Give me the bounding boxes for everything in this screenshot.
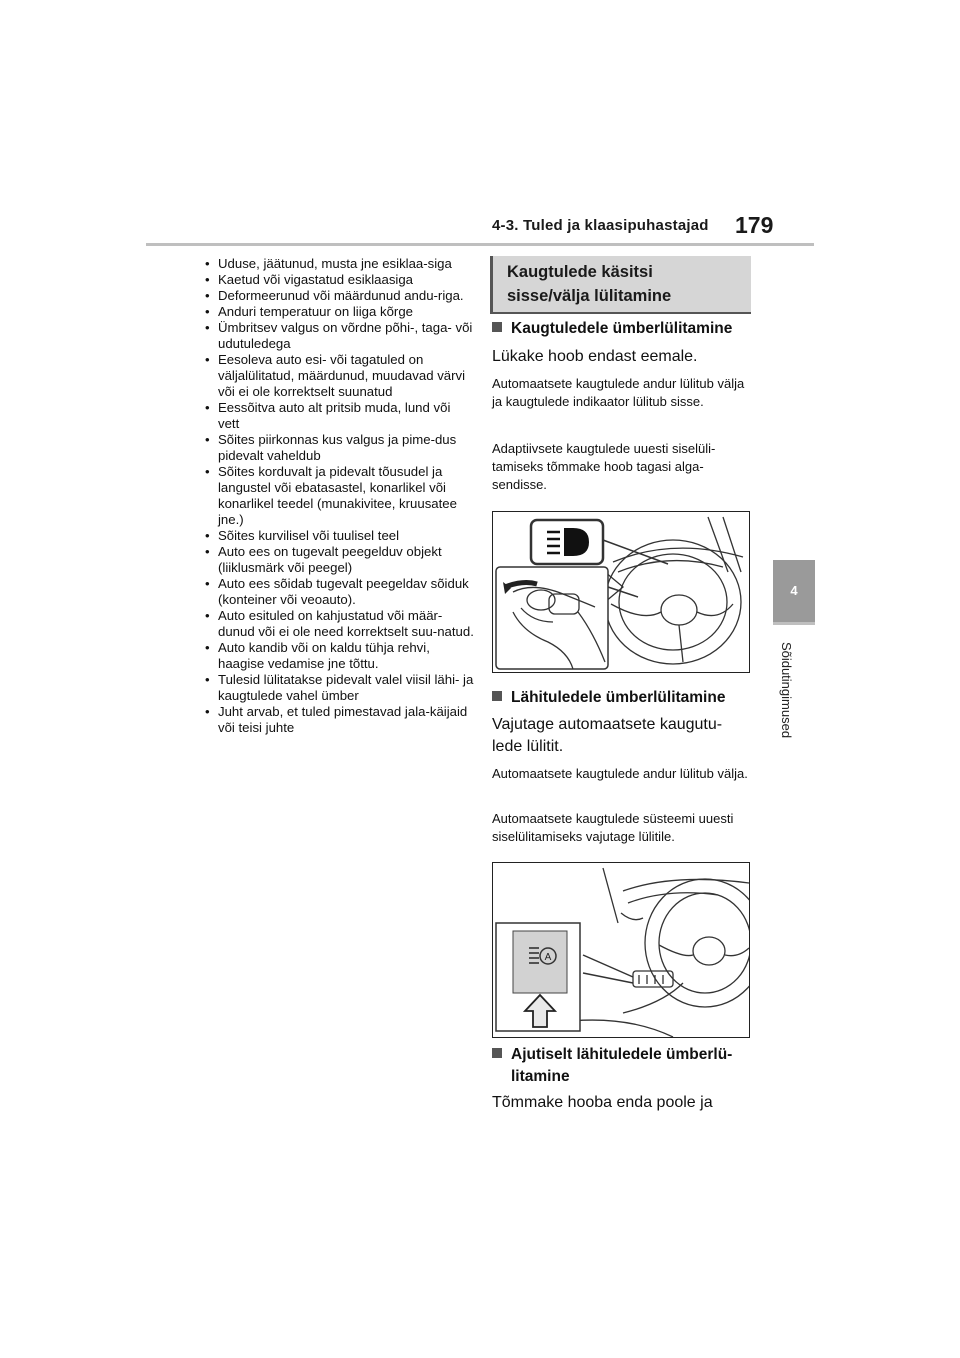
chapter-tab-divider — [773, 622, 815, 625]
note-text: Automaatsete kaugtulede süsteemi uuesti siselülitamiseks vajutage lülitile. — [492, 811, 734, 844]
list-item: • Auto kandib või on kaldu tühja rehvi, haagise vedamise jne tõttu. — [205, 640, 475, 672]
chapter-tab: 4 — [773, 560, 815, 622]
square-marker-icon — [492, 1048, 502, 1058]
list-item: • Eesoleva auto esi- või tagatuled on väljalülitatud, määrdunud, muudavad värvi või ei ole korrektselt suunatud — [205, 352, 475, 400]
section-header — [490, 256, 751, 312]
list-item: • Sõites piirkonnas kus valgus ja pime-dus pidevalt vaheldub — [205, 432, 475, 464]
instruction-text: Vajutage automaatsete kaugutu-lede lülitit. — [492, 716, 723, 755]
list-item: • Deformeerunud või määrdunud andu-riga. — [205, 288, 475, 304]
list-item: • Auto ees on tugevalt peegelduv objekt (liiklusmärk või peegel) — [205, 544, 475, 576]
switch-illustration — [492, 862, 750, 1038]
list-item: • Uduse, jäätunud, musta jne esiklaa-siga — [205, 256, 475, 272]
running-header: 4-3. Tuled ja klaasipuhastajad — [492, 217, 709, 234]
list-item: • Ümbritsev valgus on võrdne põhi-, taga- või udutuledega — [205, 320, 475, 352]
list-item: • Sõites korduvalt ja pidevalt tõusudel ja langustel või ebatasastel, konarlikel või konarlikel teedel (munakivitee, kruusatee jne.) — [205, 464, 475, 528]
square-marker-icon — [492, 691, 502, 701]
instruction-text: Tõmmake hooba enda poole ja — [492, 1094, 713, 1111]
square-marker-icon — [492, 322, 502, 332]
list-item: • Kaetud või vigastatud esiklaasiga — [205, 272, 475, 288]
list-item: • Auto esituled on kahjustatud või määr-dunud või ei ole need korrektselt suu-natud. — [205, 608, 475, 640]
instruction-text: Lükake hoob endast eemale. — [492, 348, 698, 365]
list-item: • Tulesid lülitatakse pidevalt valel viisil lähi- ja kaugtulede vahel ümber — [205, 672, 475, 704]
list-item: • Anduri temperatuur on liiga kõrge — [205, 304, 475, 320]
note-text: Automaatsete kaugtulede andur lülitub välja ja kaugtulede indikaator lülitub sisse. — [492, 376, 745, 409]
page-number: 179 — [735, 212, 774, 238]
section-divider — [490, 312, 751, 314]
header-divider — [146, 243, 814, 246]
switch-letter: A — [544, 952, 552, 963]
chapter-title: Sõidutingimused — [779, 641, 794, 739]
list-item: • Juht arvab, et tuled pimestavad jala-käijaid või teisi juhte — [205, 704, 475, 736]
list-item: • Sõites kurvilisel või tuulisel teel — [205, 528, 475, 544]
subheading-high-beam: Kaugtuledele ümberlülitamine — [492, 318, 732, 340]
note-text: Adaptiivsete kaugtulede uuesti siselüli-tamiseks tõmmake hoob tagasi alga-sendisse. — [492, 441, 716, 492]
subheading-temporary-low-beam: Ajutiselt lähituledele ümberlü-litamine — [492, 1044, 743, 1088]
subheading-low-beam: Lähituledele ümberlülitamine — [492, 687, 725, 709]
list-item: • Eessõitva auto alt pritsib muda, lund või vett — [205, 400, 475, 432]
list-item: • Auto ees sõidab tugevalt peegeldav sõiduk (konteiner või veoauto). — [205, 576, 475, 608]
note-text: Automaatsete kaugtulede andur lülitub välja. — [492, 766, 748, 781]
section-title: Kaugtulede käsitsi sisse/välja lülitamine — [507, 263, 672, 305]
condition-list — [205, 256, 475, 736]
lever-illustration — [492, 511, 750, 673]
